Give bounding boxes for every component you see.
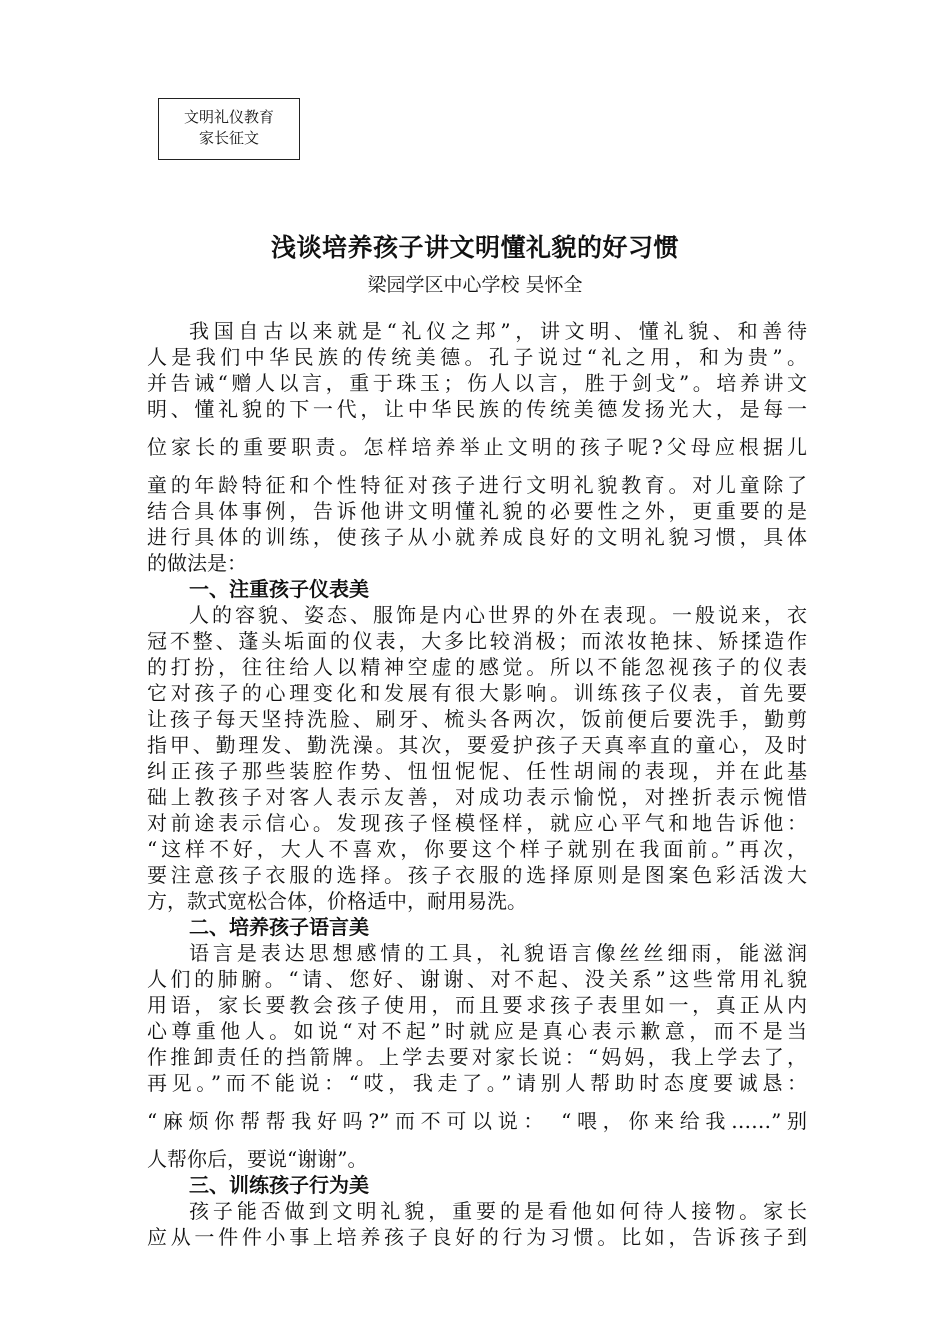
text-line: 用语，家长要教会孩子使用，而且要求孩子表里如一，真正从内	[147, 993, 807, 1017]
text-line: 再见。”而不能说：“哎，我走了。”请别人帮助时态度要诚恳：	[147, 1071, 807, 1095]
article-body	[147, 318, 807, 1250]
text-line: 语言是表达思想感情的工具，礼貌语言像丝丝细雨，能滋润	[189, 941, 807, 965]
text-line: 并告诫“赠人以言，重于珠玉；伤人以言，胜于剑戈”。培养讲文	[147, 371, 807, 395]
text-line: 的打扮，往往给人以精神空虚的感觉。所以不能忽视孩子的仪表	[147, 655, 807, 679]
text-line: 结合具体事例，告诉他讲文明懂礼貌的必要性之外，更重要的是	[147, 499, 807, 523]
text-line: “麻烦你帮帮我好吗?”而不可以说： “喂，你来给我……”别	[147, 1109, 807, 1133]
text-line: 孩子能否做到文明礼貌，重要的是看他如何待人接物。家长	[189, 1199, 807, 1223]
category-box	[158, 98, 300, 160]
category-line-1: 文明礼仪教育	[183, 108, 274, 126]
text-line: 让孩子每天坚持洗脸、刷牙、梳头各两次，饭前便后要洗手，勤剪	[147, 707, 807, 731]
text-line: 方，款式宽松合体，价格适中，耐用易洗。	[147, 889, 527, 913]
text-line: 对前途表示信心。发现孩子怪模怪样，就应心平气和地告诉他：	[147, 811, 807, 835]
text-line: 我国自古以来就是“礼仪之邦”，讲文明、懂礼貌、和善待	[189, 319, 807, 343]
text-line: 人是我们中华民族的传统美德。孔子说过“礼之用，和为贵”。	[147, 345, 807, 369]
section-heading: 三、训练孩子行为美	[189, 1173, 369, 1197]
author-line: 梁园学区中心学校 吴怀全	[367, 274, 583, 296]
text-line: 它对孩子的心理变化和发展有很大影响。训练孩子仪表，首先要	[147, 681, 807, 705]
section-heading: 一、注重孩子仪表美	[189, 577, 369, 601]
text-line: 作推卸责任的挡箭牌。上学去要对家长说：“妈妈，我上学去了，	[147, 1045, 807, 1069]
text-line: 心尊重他人。如说“对不起”时就应是真心表示歉意，而不是当	[147, 1019, 807, 1043]
text-line: 纠正孩子那些装腔作势、忸忸怩怩、任性胡闹的表现，并在此基	[147, 759, 807, 783]
text-line: 人们的肺腑。“请、您好、谢谢、对不起、没关系”这些常用礼貌	[147, 967, 807, 991]
text-line: 位家长的重要职责。怎样培养举止文明的孩子呢?父母应根据儿	[147, 435, 807, 459]
text-line: 要注意孩子衣服的选择。孩子衣服的选择原则是图案色彩活泼大	[147, 863, 807, 887]
text-line: “这样不好，大人不喜欢，你要这个样子就别在我面前。”再次，	[147, 837, 807, 861]
article-title: 浅谈培养孩子讲文明懂礼貌的好习惯	[270, 233, 679, 262]
text-line: 应从一件件小事上培养孩子良好的行为习惯。比如，告诉孩子到	[147, 1225, 807, 1249]
text-line: 人帮你后，要说“谢谢”。	[147, 1147, 368, 1171]
text-line: 础上教孩子对客人表示友善，对成功表示愉悦，对挫折表示惋惜	[147, 785, 807, 809]
text-line: 冠不整、蓬头垢面的仪表，大多比较消极；而浓妆艳抹、矫揉造作	[147, 629, 807, 653]
text-line: 童的年龄特征和个性特征对孩子进行文明礼貌教育。对儿童除了	[147, 473, 807, 497]
text-line: 人的容貌、姿态、服饰是内心世界的外在表现。一般说来，衣	[189, 603, 807, 627]
text-line: 指甲、勤理发、勤洗澡。其次，要爱护孩子天真率直的童心，及时	[147, 733, 807, 757]
section-heading: 二、培养孩子语言美	[189, 915, 369, 939]
text-line: 明、懂礼貌的下一代，让中华民族的传统美德发扬光大，是每一	[147, 397, 807, 421]
text-line: 进行具体的训练，使孩子从小就养成良好的文明礼貌习惯，具体	[147, 525, 807, 549]
text-line: 的做法是：	[147, 551, 247, 575]
category-line-2: 家长征文	[198, 129, 259, 147]
